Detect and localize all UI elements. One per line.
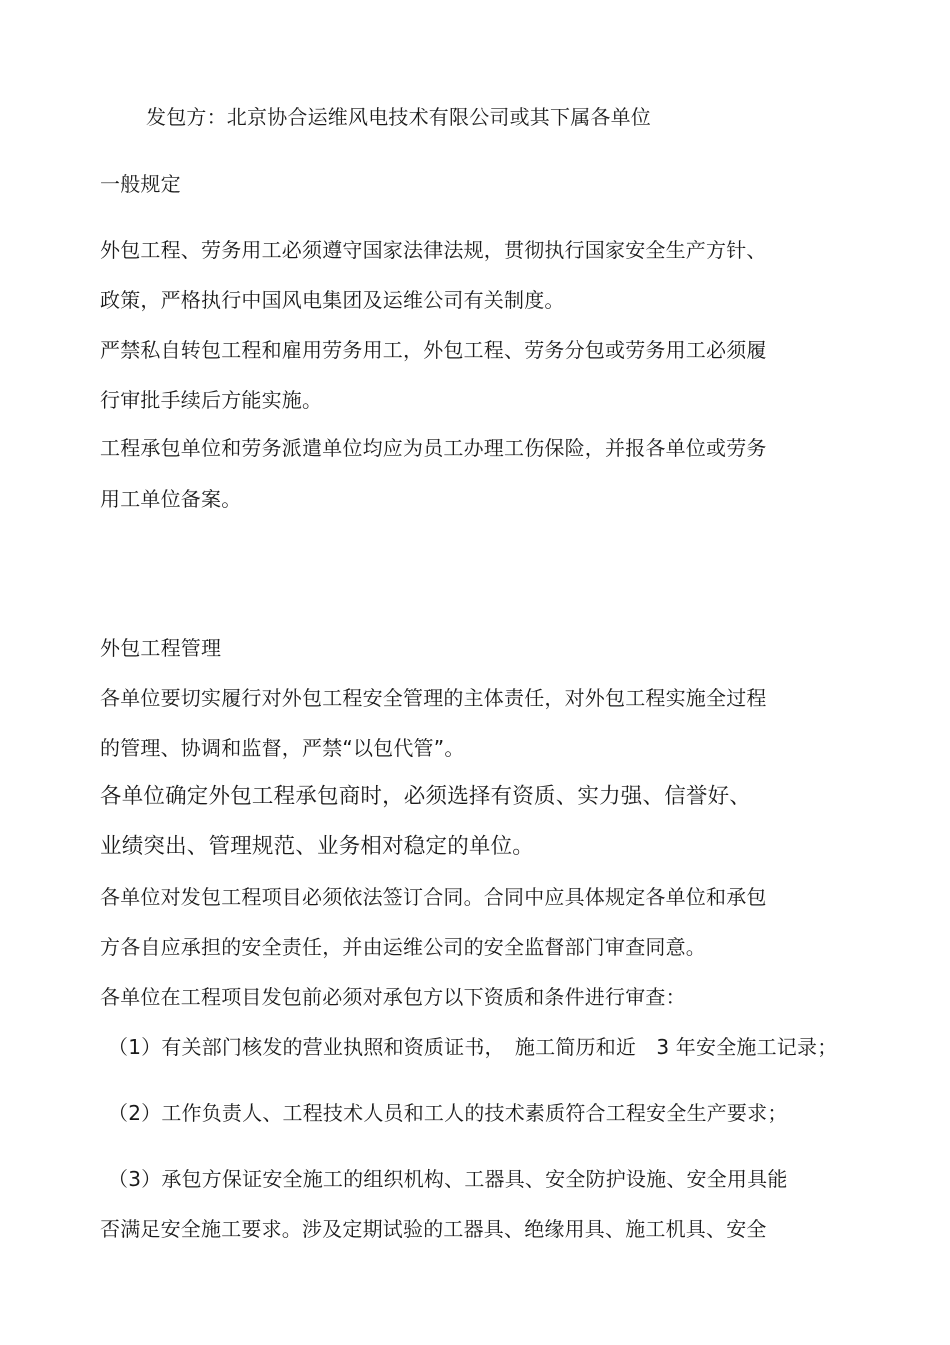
paragraph-line: 工程承包单位和劳务派遣单位均应为员工办理工伤保险，并报各单位或劳务	[100, 436, 767, 460]
section-heading-outsourcing: 外包工程管理	[100, 636, 222, 660]
list-item: （3）承包方保证安全施工的组织机构、工器具、安全防护设施、安全用具能	[108, 1167, 788, 1191]
paragraph-line: 外包工程、劳务用工必须遵守国家法律法规，贯彻执行国家安全生产方针、	[100, 238, 767, 262]
paragraph-line: 各单位要切实履行对外包工程安全管理的主体责任，对外包工程实施全过程	[100, 686, 767, 710]
paragraph-line: 业绩突出、管理规范、业务相对稳定的单位。	[100, 834, 535, 859]
section-heading-general: 一般规定	[100, 172, 181, 196]
paragraph-line: 行审批手续后方能实施。	[100, 388, 323, 412]
list-item-continuation: 否满足安全施工要求。涉及定期试验的工器具、绝缘用具、施工机具、安全	[100, 1217, 767, 1241]
paragraph-line: 严禁私自转包工程和雇用劳务用工，外包工程、劳务分包或劳务用工必须履	[100, 338, 767, 362]
paragraph-line: 的管理、协调和监督，严禁“以包代管”。	[100, 736, 465, 760]
paragraph-line: 各单位确定外包工程承包商时，必须选择有资质、实力强、信誉好、	[100, 784, 752, 809]
list-item: （2）工作负责人、工程技术人员和工人的技术素质符合工程安全生产要求；	[108, 1101, 788, 1125]
paragraph-line: 用工单位备案。	[100, 487, 242, 511]
paragraph-line: 各单位在工程项目发包前必须对承包方以下资质和条件进行审查：	[100, 985, 686, 1009]
paragraph-line: 政策，严格执行中国风电集团及运维公司有关制度。	[100, 288, 565, 312]
paragraph-line: 方各自应承担的安全责任，并由运维公司的安全监督部门审查同意。	[100, 935, 706, 959]
list-item: （1）有关部门核发的营业执照和资质证书， 施工简历和近 3 年安全施工记录；	[108, 1035, 838, 1059]
paragraph-line: 各单位对发包工程项目必须依法签订合同。合同中应具体规定各单位和承包	[100, 885, 767, 909]
employer-line: 发包方：北京协合运维风电技术有限公司或其下属各单位	[146, 105, 651, 129]
